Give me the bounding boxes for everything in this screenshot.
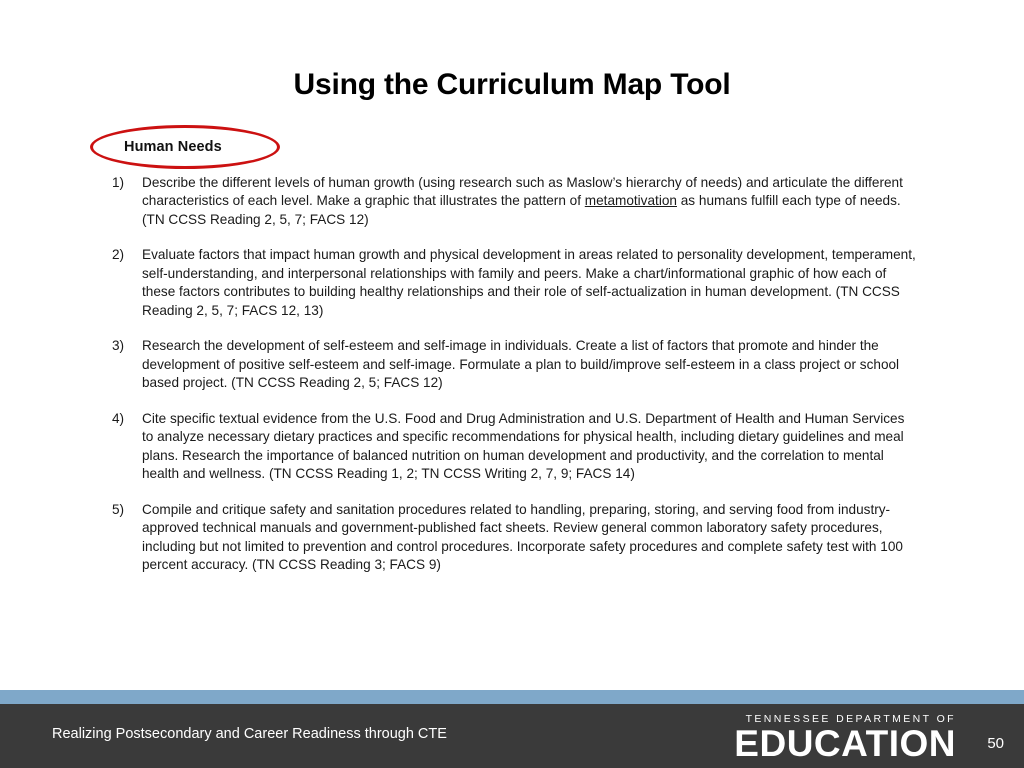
footer-accent-bar [0,690,1024,704]
section-heading-group [118,136,228,158]
text-run: Compile and critique safety and sanitation procedures related to handling, preparing, storing, and serving food from industry-approved technical manuals and government-published fact sheets. Review general common laboratory safety procedures, including but not limited to prevention and control procedures. Incorporate safety procedures and complete safety test with 100 percent accuracy. (TN CCSS Reading 3; FACS 9) [142,501,903,573]
text-run: as humans fulfill each type of needs. (TN CCSS Reading 2, 5, 7; FACS 12) [142,193,901,227]
list-item-text [142,175,903,227]
page-number: 50 [987,735,1004,752]
list-item-text [142,502,903,572]
list-item-number: 4) [112,410,125,426]
text-run: Cite specific textual evidence from the U.S. Food and Drug Administration and U.S. Department of Health and Human Services to analyze necessary dietary practices and specific recommendations for physical health, including dietary guidelines and meal plans. Research the importance of balanced nutrition on human development and productivity, and the correlation to mental health and wellness. (TN CCSS Reading 1, 2; TN CCSS Writing 2, 7, 9; FACS 14) [142,410,905,482]
numbered-item-list [86,174,916,575]
list-item-number: 3) [112,338,125,354]
content-body [86,136,916,592]
list-item-number: 5) [112,501,125,517]
footer [0,704,1024,768]
text-run: Research the development of self-esteem and self-image in individuals. Create a list of factors that promote and hinder the development of positive self-esteem and self-image. Formulate a plan to build/improve self-esteem in a class project or school based project. (TN CCSS Reading 2, 5; FACS 12) [142,338,900,391]
emphasized-term: metamotivation [584,193,677,209]
list-item-text [142,338,899,390]
list-item [86,174,916,229]
list-item [86,337,916,392]
page-title: Using the Curriculum Map Tool [293,68,731,101]
list-item-text [142,411,904,481]
tn-department-of-education-logo [734,713,956,764]
list-item [86,410,916,484]
list-item-number: 1) [112,175,125,190]
text-run: Describe the different levels of human growth (using research such as Maslow’s hierarchy of needs) and articulate the different characteristics of each level. Make a graphic that illustrates the pattern of [142,175,903,209]
list-item [86,501,916,575]
footer-tagline: Realizing Postsecondary and Career Readiness through CTE [52,726,447,742]
logo-subtitle: TENNESSEE DEPARTMENT OF [745,713,956,725]
list-item-text [142,247,916,317]
section-heading: Human Needs [124,139,222,155]
logo-wordmark: EDUCATION [734,722,956,764]
list-item-number: 2) [112,247,125,263]
list-item [86,246,916,320]
text-run: Evaluate factors that impact human growth and physical development in areas related to personality development, temperament, self-understanding, and interpersonal relationships with family and peers. Make a chart/informational graphic of how each of these factors contributes to building healthy relationships and their role of self-actualization in human development. (TN CCSS Reading 2, 5, 7; FACS 12, 13) [142,247,916,318]
